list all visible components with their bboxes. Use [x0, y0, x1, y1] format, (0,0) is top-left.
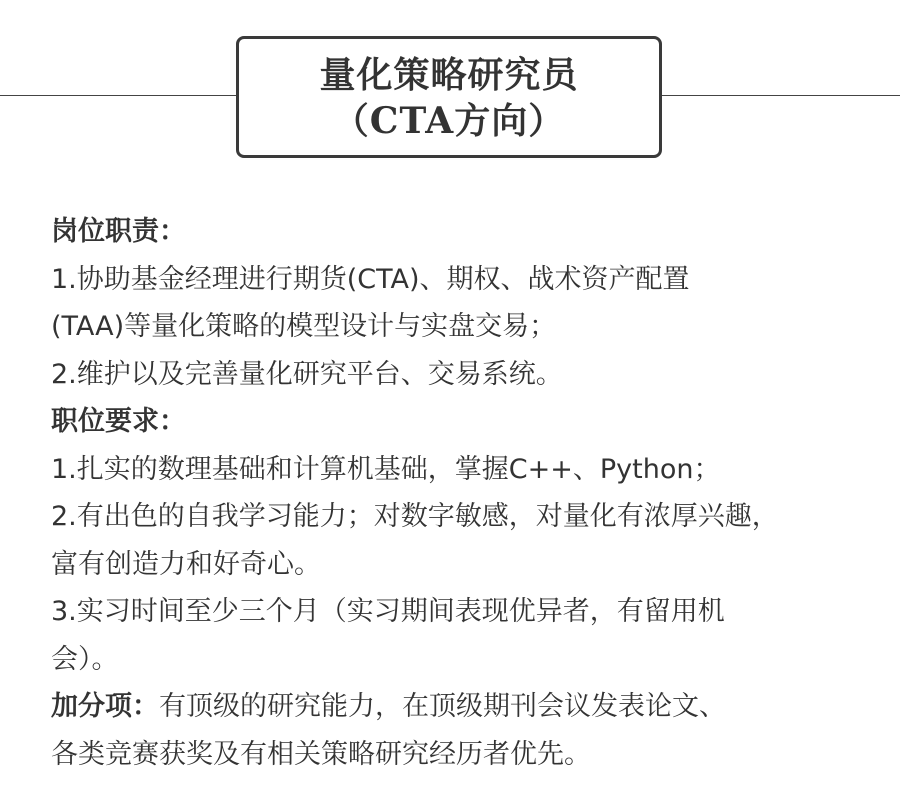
- duties-heading: 岗位职责：: [51, 216, 186, 247]
- requirements-heading: 职位要求：: [51, 406, 186, 437]
- requirements-line: 1.扎实的数理基础和计算机基础，掌握C++、Python；: [51, 453, 721, 485]
- title-rule-left: [0, 95, 237, 96]
- job-description: [51, 208, 851, 778]
- duties-line: (TAA)等量化策略的模型设计与实盘交易；: [51, 311, 557, 342]
- requirements-line: 3.实习时间至少三个月（实习期间表现优异者，有留用机: [51, 596, 725, 627]
- requirements-line: 富有创造力和好奇心。: [51, 548, 321, 580]
- bonus-line: [51, 683, 851, 731]
- title-box: [236, 36, 662, 158]
- bonus-line: 各类竞赛获奖及有相关策略研究经历者优先。: [51, 738, 591, 770]
- duties-line: 1.协助基金经理进行期货(CTA)、期权、战术资产配置: [51, 263, 690, 295]
- requirements-line: 会）。: [51, 643, 119, 675]
- duties-line: 2.维护以及完善量化研究平台、交易系统。: [51, 358, 563, 390]
- bonus-text: 有顶级的研究能力，在顶级期刊会议发表论文、: [159, 691, 726, 722]
- title-rule-right: [662, 95, 900, 96]
- page-title: 量化策略研究员: [319, 54, 579, 96]
- requirements-line: 2.有出色的自我学习能力；对数字敏感，对量化有浓厚兴趣，: [51, 501, 779, 532]
- bonus-label: 加分项：: [51, 691, 159, 722]
- page-subtitle: （CTA方向）: [332, 100, 566, 142]
